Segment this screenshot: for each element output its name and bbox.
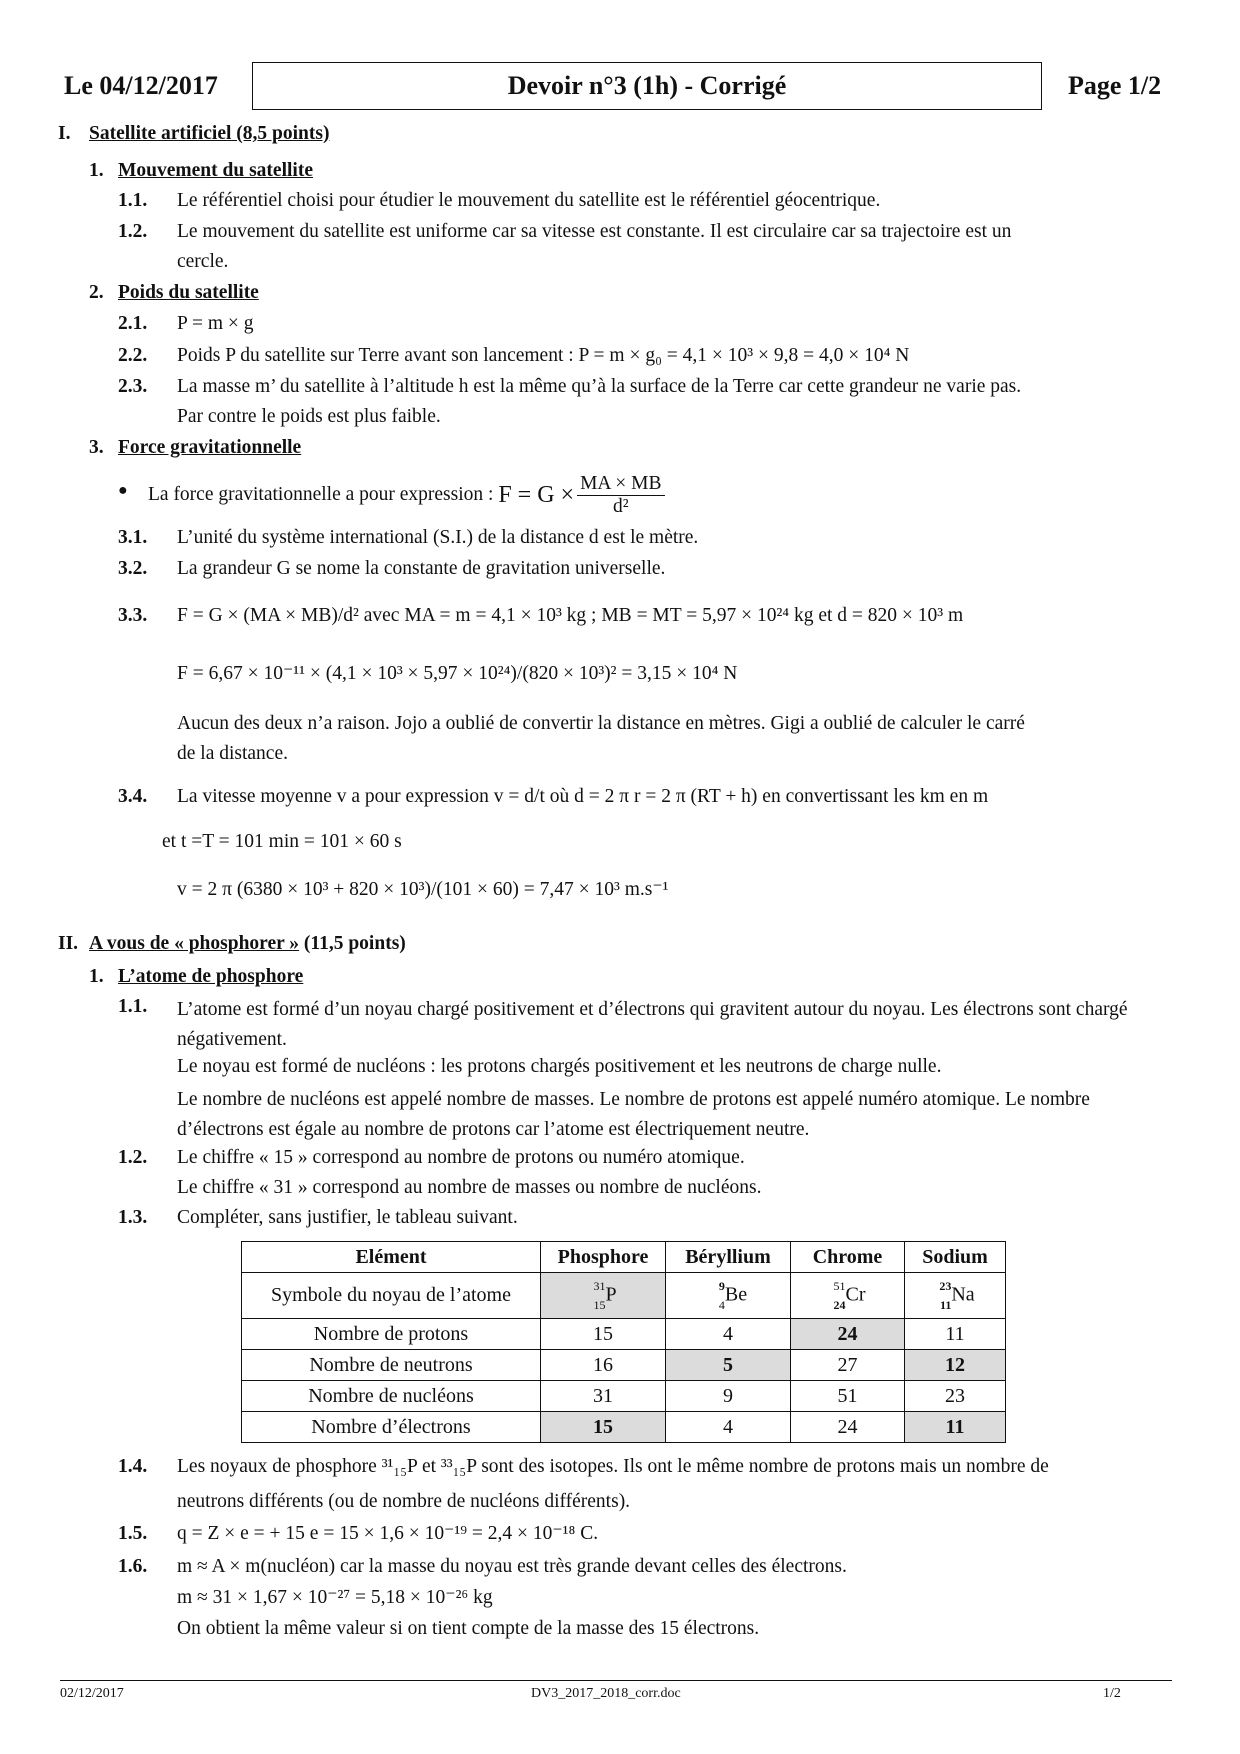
table-row: [242, 1412, 1006, 1443]
table-cell: 23: [905, 1381, 1006, 1412]
row-label: Nombre d’électrons: [242, 1412, 541, 1443]
footer-date: 02/12/2017: [60, 1686, 124, 1701]
table-header: Chrome: [791, 1242, 905, 1273]
table-header: Phosphore: [541, 1242, 666, 1273]
table-row: [242, 1381, 1006, 1412]
part2-heading: [89, 932, 406, 956]
table-cell: 4: [666, 1412, 791, 1443]
table-header: Béryllium: [666, 1242, 791, 1273]
s1-number: 1.: [89, 966, 104, 987]
answer-text: L’unité du système international (S.I.) de la distance d est le mètre.: [177, 527, 699, 548]
s3-title: Force gravitationnelle: [118, 437, 302, 458]
header-date: Le 04/12/2017: [64, 71, 218, 100]
part2-points: (11,5 points): [299, 933, 406, 954]
formula-numerator: MA × MB: [577, 473, 664, 496]
answer-text: m ≈ 31 × 1,67 × 10⁻²⁷ = 5,18 × 10⁻²⁶ kg: [177, 1587, 493, 1608]
table-header: Elément: [242, 1242, 541, 1273]
symbol-cell: 9 4 Be: [666, 1273, 791, 1319]
q-number: 1.4.: [118, 1456, 148, 1477]
q-number: 1.3.: [118, 1207, 148, 1228]
answer-text: La grandeur G se nome la constante de gravitation universelle.: [177, 558, 666, 579]
q-number: 1.2.: [118, 221, 148, 242]
formula-lhs: F = G ×: [498, 482, 575, 508]
part2-title: A vous de « phosphorer »: [89, 933, 300, 954]
q-number: 1.1.: [118, 190, 148, 211]
formula-text: La vitesse moyenne v a pour expression v = d/t où d = 2 π r = 2 π (RT + h) en convertissant les km en m: [177, 786, 989, 807]
table-cell: 11: [905, 1412, 1006, 1443]
answer-text: Le noyau est formé de nucléons : les protons chargés positivement et les neutrons de charge nulle.: [177, 1056, 942, 1077]
elements-table: [241, 1241, 1006, 1443]
table-cell: 12: [905, 1350, 1006, 1381]
table-cell: 9: [666, 1381, 791, 1412]
answer-text: q = Z × e = + 15 e = 15 × 1,6 × 10⁻¹⁹ = 2,4 × 10⁻¹⁸ C.: [177, 1523, 599, 1544]
answer-text: On obtient la même valeur si on tient compte de la masse des 15 électrons.: [177, 1618, 760, 1639]
table-row: [242, 1350, 1006, 1381]
q-number: 2.1.: [118, 313, 148, 334]
table-cell: 51: [791, 1381, 905, 1412]
answer-text: Le chiffre « 15 » correspond au nombre de protons ou numéro atomique.: [177, 1147, 745, 1168]
part1-number: I.: [58, 123, 71, 144]
bullet-icon: ●: [118, 482, 128, 499]
answer-text: L’atome est formé d’un noyau chargé positivement et d’électrons qui gravitent autour du noyau. Les électrons sont chargé négativement.: [177, 999, 1128, 1050]
answer-text: Poids P du satellite sur Terre avant son lancement : P = m × g₀ = 4,1 × 10³ × 9,8 = 4,0 × 10⁴ N: [177, 345, 910, 366]
table-cell: 15: [541, 1412, 666, 1443]
row-label: Nombre de neutrons: [242, 1350, 541, 1381]
table-cell: 31: [541, 1381, 666, 1412]
table-row: [242, 1273, 1006, 1319]
part1-title: Satellite artificiel (8,5 points): [89, 123, 330, 144]
row-label: Nombre de nucléons: [242, 1381, 541, 1412]
footer-filename: DV3_2017_2018_corr.doc: [531, 1686, 681, 1701]
q-number: 1.1.: [118, 996, 148, 1017]
q-number: 3.3.: [118, 605, 148, 626]
formula-text: F = G × (MA × MB)/d² avec MA = m = 4,1 × 10³ kg ; MB = MT = 5,97 × 10²⁴ kg et d = 820 × 10³ m: [177, 605, 964, 626]
s2-number: 2.: [89, 282, 104, 303]
s1-number: 1.: [89, 160, 104, 181]
row-label: Nombre de protons: [242, 1319, 541, 1350]
answer-text: La masse m’ du satellite à l’altitude h est la même qu’à la surface de la Terre car cette grandeur ne varie pas.: [177, 376, 1022, 397]
formula-denominator: d²: [612, 495, 629, 517]
symbol-cell: 23 11 Na: [905, 1273, 1006, 1319]
formula-text: F = 6,67 × 10⁻¹¹ × (4,1 × 10³ × 5,97 × 10²⁴)/(820 × 10³)² = 3,15 × 10⁴ N: [177, 663, 738, 684]
formula-text: et t =T = 101 min = 101 × 60 s: [162, 831, 402, 852]
table-cell: 11: [905, 1319, 1006, 1350]
table-header: Sodium: [905, 1242, 1006, 1273]
table-cell: 24: [791, 1412, 905, 1443]
table-cell: 27: [791, 1350, 905, 1381]
answer-text: Le référentiel choisi pour étudier le mouvement du satellite est le référentiel géocentrique.: [177, 190, 881, 211]
q-number: 3.4.: [118, 786, 148, 807]
s3-number: 3.: [89, 437, 104, 458]
formula-text: v = 2 π (6380 × 10³ + 820 × 10³)/(101 × 60) = 7,47 × 10³ m.s⁻¹: [177, 879, 669, 900]
formula-line: [148, 470, 668, 520]
s2-title: Poids du satellite: [118, 282, 259, 303]
q-number: 3.1.: [118, 527, 148, 548]
answer-text: Aucun des deux n’a raison. Jojo a oublié de convertir la distance en mètres. Gigi a oublié de calculer le carré: [177, 713, 1025, 734]
table-cell: 24: [791, 1319, 905, 1350]
footer-page: 1/2: [1103, 1686, 1121, 1701]
formula-intro: La force gravitationnelle a pour expression :: [148, 484, 494, 505]
q-number: 1.6.: [118, 1556, 148, 1577]
answer-text: Le mouvement du satellite est uniforme car sa vitesse est constante. Il est circulaire car sa trajectoire est un: [177, 221, 1012, 242]
table-header-row: [242, 1242, 1006, 1273]
symbol-cell: 31 15 P: [541, 1273, 666, 1319]
table-cell: 5: [666, 1350, 791, 1381]
q-number: 3.2.: [118, 558, 148, 579]
table-cell: 16: [541, 1350, 666, 1381]
answer-text: de la distance.: [177, 743, 288, 764]
header-page: Page 1/2: [1068, 71, 1162, 100]
s1-title: Mouvement du satellite: [118, 160, 313, 181]
part2-number: II.: [58, 933, 79, 954]
answer-text: Le chiffre « 31 » correspond au nombre de masses ou nombre de nucléons.: [177, 1177, 762, 1198]
answer-text: Compléter, sans justifier, le tableau suivant.: [177, 1207, 518, 1228]
formula-fraction: [577, 473, 664, 518]
table-row: [242, 1319, 1006, 1350]
answer-text: Par contre le poids est plus faible.: [177, 406, 441, 427]
answer-text: Le nombre de nucléons est appelé nombre de masses. Le nombre de protons est appelé numéro atomique. Le nombre d’électrons est égale au nombre de protons car l’atome est électriquement neutre.: [177, 1089, 1090, 1140]
symbol-cell: 51 24 Cr: [791, 1273, 905, 1319]
answer-text: Les noyaux de phosphore ³¹₁₅P et ³³₁₅P sont des isotopes. Ils ont le même nombre de protons mais un nombre de: [177, 1456, 1049, 1477]
answer-text: neutrons différents (ou de nombre de nucléons différents).: [177, 1491, 631, 1512]
table-cell: 15: [541, 1319, 666, 1350]
row-label: Symbole du noyau de l’atome: [242, 1273, 541, 1319]
footer-divider: [60, 1680, 1172, 1681]
table-cell: 4: [666, 1319, 791, 1350]
answer-text: P = m × g: [177, 313, 254, 334]
header-title: Devoir n°3 (1h) - Corrigé: [252, 62, 1042, 110]
answer-text: cercle.: [177, 251, 229, 272]
q-number: 1.5.: [118, 1523, 148, 1544]
q-number: 2.3.: [118, 376, 148, 397]
q-number: 2.2.: [118, 345, 148, 366]
q-number: 1.2.: [118, 1147, 148, 1168]
s1-title: L’atome de phosphore: [118, 966, 304, 987]
answer-text: m ≈ A × m(nucléon) car la masse du noyau est très grande devant celles des électrons.: [177, 1556, 847, 1577]
